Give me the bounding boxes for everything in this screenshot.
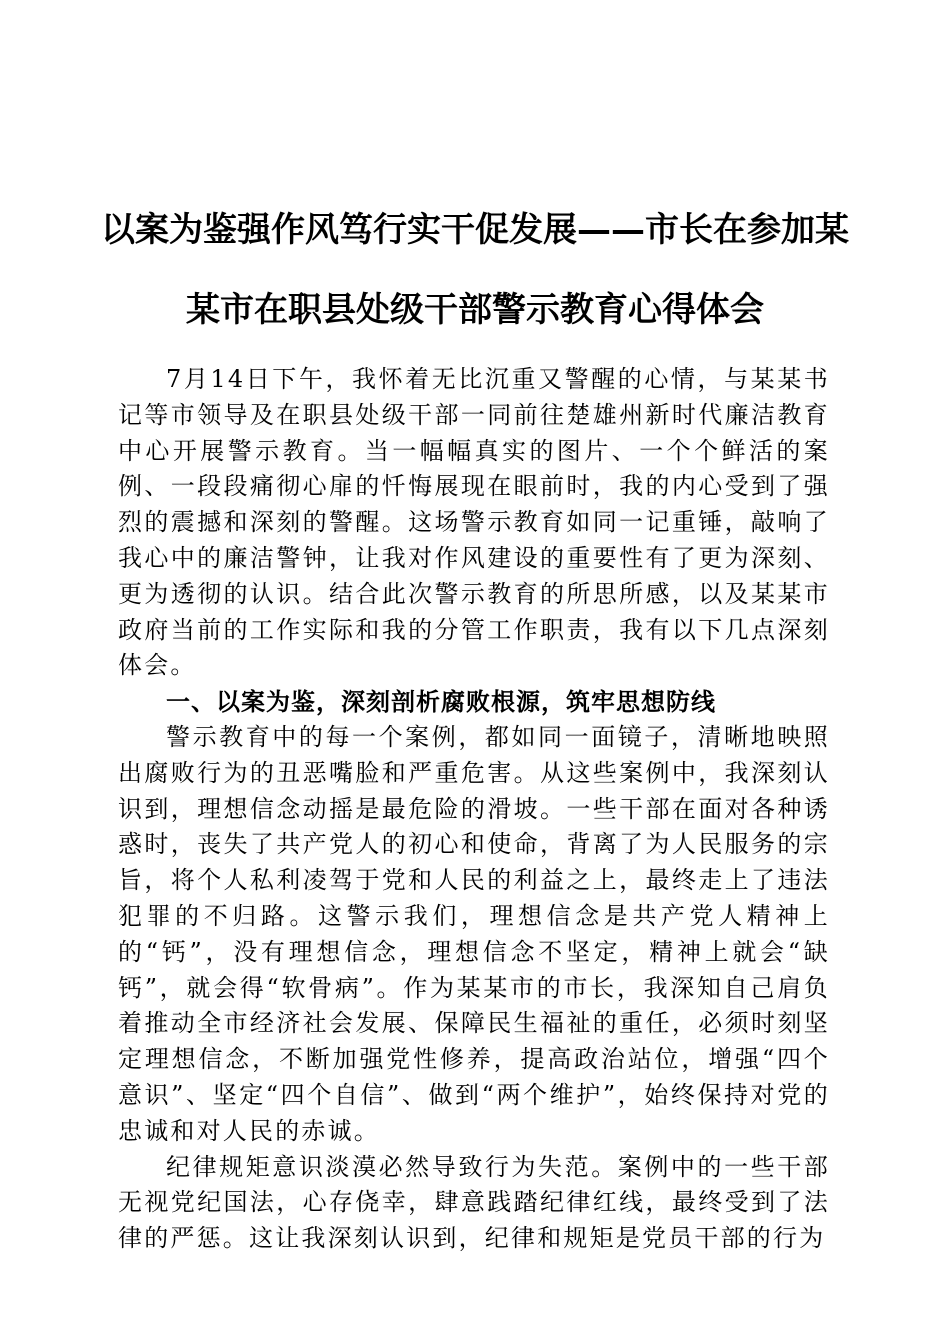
section-heading: 一、以案为鉴，深刻剖析腐败根源，筑牢思想防线 (166, 687, 716, 717)
section-paragraph: 纪律规矩意识淡漠必然导致行为失范。案例中的一些干部无视党纪国法，心存侥幸，肆意践踏纪律红线，最终受到了法律的严惩。这让我深刻认识到，纪律和规矩是党员干部的行为 (118, 1152, 830, 1253)
document-title: 以案为鉴强作风笃行实干促发展——市长在参加某某市在职县处级干部警示教育心得体会 (101, 210, 849, 330)
intro-paragraph: 7月14日下午，我怀着无比沉重又警醒的心情，与某某书记等市领导及在职县处级干部一同前往楚雄州新时代廉洁教育中心开展警示教育。当一幅幅真实的图片、一个个鲜活的案例、一段段痛彻心扉的忏悔展现在眼前时，我的内心受到了强烈的震撼和深刻的警醒。这场警示教育如同一记重锤，敲响了我心中的廉洁警钟，让我对作风建设的重要性有了更为深刻、更为透彻的认识。结合此次警示教育的所思所感，以及某某市政府当前的工作实际和我的分管工作职责，我有以下几点深刻体会。 (118, 365, 830, 680)
section-paragraph: 警示教育中的每一个案例，都如同一面镜子，清晰地映照出腐败行为的丑恶嘴脸和严重危害。从这些案例中，我深刻认识到，理想信念动摇是最危险的滑坡。一些干部在面对各种诱惑时，丧失了共产党人的初心和使命，背离了为人民服务的宗旨，将个人私利凌驾于党和人民的利益之上，最终走上了违法犯罪的不归路。这警示我们，理想信念是共产党人精神上的“钙”，没有理想信念，理想信念不坚定，精神上就会“缺钙”，就会得“软骨病”。作为某某市的市长，我深知自己肩负着推动全市经济社会发展、保障民生福祉的重任，必须时刻坚定理想信念，不断加强党性修养，提高政治站位，增强“四个意识”、坚定“四个自信”、做到“两个维护”，始终保持对党的忠诚和对人民的赤诚。 (118, 722, 830, 1145)
document-body (118, 362, 830, 1257)
